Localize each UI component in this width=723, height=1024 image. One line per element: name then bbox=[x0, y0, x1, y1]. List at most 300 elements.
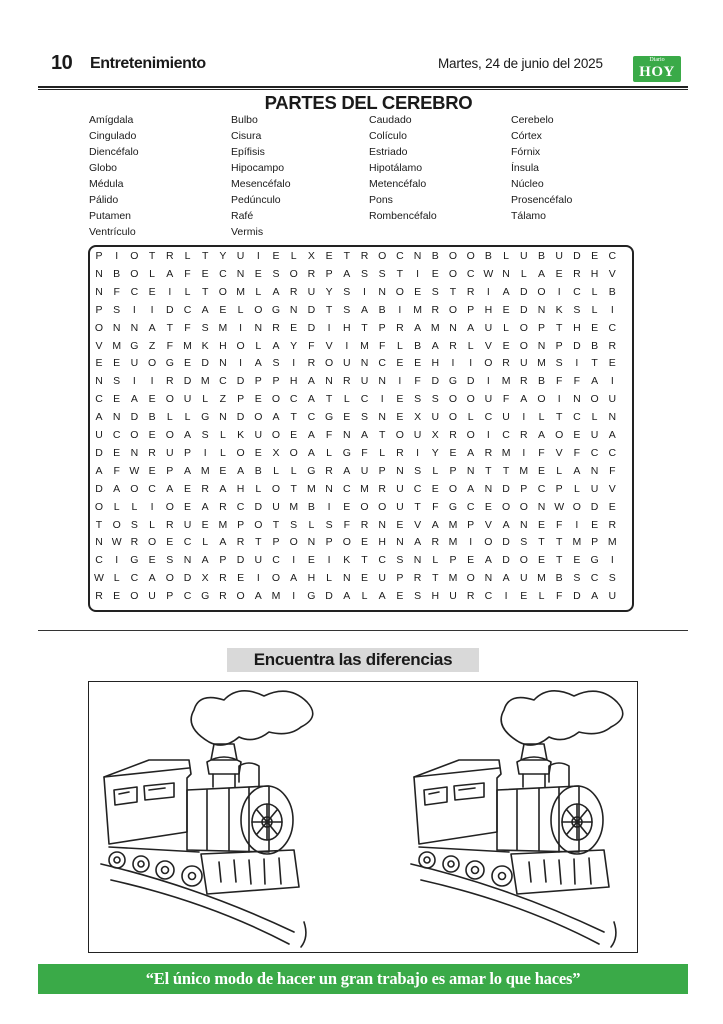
grid-letter: E bbox=[148, 464, 156, 477]
grid-letter: L bbox=[520, 267, 527, 280]
grid-letter: S bbox=[573, 572, 581, 585]
grid-letter: O bbox=[165, 393, 174, 406]
grid-letter: P bbox=[396, 572, 404, 585]
grid-letter: N bbox=[537, 339, 546, 352]
grid-letter: D bbox=[236, 554, 245, 567]
grid-letter: T bbox=[272, 518, 280, 531]
grid-letter: D bbox=[307, 321, 316, 334]
grid-letter: P bbox=[378, 464, 386, 477]
grid-letter: A bbox=[201, 554, 209, 567]
grid-letter: A bbox=[591, 590, 599, 603]
section-title: Entretenimiento bbox=[90, 55, 206, 72]
grid-letter: A bbox=[183, 429, 191, 441]
grid-letter: O bbox=[395, 429, 404, 441]
grid-letter: V bbox=[608, 267, 616, 280]
grid-letter: O bbox=[130, 267, 139, 280]
grid-letter: R bbox=[502, 357, 510, 370]
grid-letter: L bbox=[591, 411, 598, 424]
grid-letter: B bbox=[608, 285, 616, 298]
grid-letter: R bbox=[466, 590, 475, 603]
grid-letter: N bbox=[537, 500, 546, 513]
grid-letter: S bbox=[414, 464, 422, 477]
grid-letter: R bbox=[431, 536, 440, 549]
word-search-grid bbox=[88, 245, 634, 612]
grid-letter: U bbox=[449, 590, 457, 603]
grid-letter: E bbox=[396, 518, 404, 531]
grid-letter: D bbox=[573, 590, 581, 603]
grid-letter: A bbox=[360, 429, 368, 441]
grid-letter: R bbox=[219, 572, 227, 585]
grid-letter: E bbox=[290, 429, 298, 441]
grid-row bbox=[90, 357, 632, 374]
grid-letter: A bbox=[343, 464, 351, 477]
grid-row bbox=[90, 304, 632, 321]
grid-letter: A bbox=[95, 411, 103, 424]
grid-letter: L bbox=[184, 285, 191, 298]
grid-letter: E bbox=[608, 500, 616, 513]
grid-letter: E bbox=[254, 393, 262, 406]
grid-letter: N bbox=[95, 267, 103, 280]
grid-letter: C bbox=[466, 500, 475, 513]
grid-row bbox=[90, 393, 632, 410]
grid-letter: R bbox=[201, 482, 209, 495]
grid-letter: A bbox=[254, 590, 262, 603]
grid-letter: I bbox=[469, 357, 473, 370]
grid-letter: H bbox=[307, 572, 316, 585]
grid-letter: C bbox=[289, 393, 298, 406]
grid-letter: O bbox=[342, 536, 351, 549]
grid-letter: A bbox=[307, 429, 315, 441]
grid-letter: D bbox=[502, 482, 510, 495]
grid-letter: I bbox=[575, 518, 579, 531]
train-right bbox=[411, 691, 623, 947]
grid-letter: T bbox=[361, 321, 368, 334]
grid-letter: S bbox=[414, 590, 422, 603]
grid-letter: E bbox=[307, 554, 315, 567]
grid-letter: S bbox=[272, 267, 280, 280]
grid-letter: I bbox=[150, 303, 154, 316]
grid-letter: T bbox=[95, 518, 103, 531]
grid-letter: O bbox=[289, 446, 298, 459]
grid-letter: E bbox=[254, 267, 262, 280]
grid-letter: N bbox=[183, 554, 192, 567]
grid-row bbox=[90, 268, 632, 285]
grid-letter: E bbox=[148, 285, 156, 298]
grid-letter: D bbox=[590, 500, 599, 513]
grid-letter: L bbox=[396, 339, 403, 352]
grid-row bbox=[90, 590, 632, 607]
grid-letter: S bbox=[113, 303, 121, 316]
grid-letter: F bbox=[555, 590, 563, 603]
grid-letter: C bbox=[148, 482, 156, 495]
grid-letter: L bbox=[166, 411, 173, 424]
grid-letter: S bbox=[201, 429, 209, 441]
grid-letter: B bbox=[414, 339, 422, 352]
grid-letter: Z bbox=[148, 339, 156, 352]
grid-letter: T bbox=[414, 500, 421, 513]
grid-letter: I bbox=[203, 446, 207, 459]
grid-letter: D bbox=[466, 375, 475, 388]
grid-letter: U bbox=[590, 482, 599, 495]
grid-letter: U bbox=[396, 500, 404, 513]
grid-letter: P bbox=[237, 518, 245, 531]
grid-letter: T bbox=[555, 554, 563, 567]
grid-letter: F bbox=[113, 464, 120, 477]
grid-letter: G bbox=[448, 500, 458, 513]
grid-letter: I bbox=[132, 375, 136, 388]
grid-letter: P bbox=[591, 536, 599, 549]
grid-letter: C bbox=[484, 411, 493, 424]
grid-letter: E bbox=[591, 518, 599, 531]
grid-letter: E bbox=[591, 250, 599, 262]
grid-letter: G bbox=[307, 590, 316, 603]
grid-letter: L bbox=[503, 321, 510, 334]
grid-letter: V bbox=[325, 339, 333, 352]
grid-letter: R bbox=[413, 572, 422, 585]
grid-letter: O bbox=[448, 482, 458, 495]
grid-row bbox=[90, 572, 632, 589]
grid-letter: O bbox=[466, 429, 475, 441]
grid-letter: U bbox=[502, 411, 510, 424]
grid-letter: E bbox=[573, 429, 581, 441]
word-list-item: Metencéfalo bbox=[369, 178, 427, 190]
grid-letter: U bbox=[396, 482, 404, 495]
grid-letter: A bbox=[272, 339, 280, 352]
grid-letter: D bbox=[183, 375, 192, 388]
word-list-item: Putamen bbox=[89, 210, 132, 222]
grid-letter: R bbox=[307, 267, 316, 280]
grid-letter: E bbox=[467, 554, 475, 567]
grid-letter: T bbox=[290, 482, 297, 495]
grid-letter: A bbox=[502, 572, 510, 585]
differences-title: Encuentra las diferencias bbox=[227, 648, 479, 672]
grid-letter: V bbox=[555, 446, 563, 459]
grid-letter: A bbox=[608, 429, 616, 441]
grid-letter: N bbox=[413, 554, 422, 567]
word-list-item: Hipocampo bbox=[231, 162, 285, 174]
grid-letter: N bbox=[413, 250, 422, 262]
grid-letter: N bbox=[219, 411, 227, 424]
grid-letter: N bbox=[449, 321, 457, 334]
grid-letter: N bbox=[608, 411, 617, 424]
grid-letter: R bbox=[449, 339, 457, 352]
word-list-item: Córtex bbox=[511, 130, 542, 142]
grid-letter: N bbox=[378, 375, 386, 388]
grid-letter: U bbox=[166, 446, 174, 459]
grid-letter: R bbox=[219, 590, 227, 603]
grid-letter: C bbox=[219, 375, 227, 388]
grid-letter: I bbox=[150, 500, 154, 513]
grid-letter: C bbox=[272, 554, 280, 567]
grid-letter: G bbox=[590, 554, 599, 567]
grid-letter: B bbox=[555, 572, 563, 585]
grid-letter: S bbox=[113, 375, 121, 388]
grid-letter: L bbox=[149, 518, 156, 531]
grid-letter: F bbox=[308, 339, 315, 352]
grid-letter: M bbox=[360, 482, 369, 495]
grid-letter: A bbox=[307, 446, 315, 459]
grid-letter: F bbox=[414, 375, 421, 388]
grid-letter: T bbox=[325, 303, 333, 316]
grid-letter: E bbox=[537, 518, 545, 531]
grid-letter: M bbox=[448, 536, 458, 549]
grid-letter: S bbox=[555, 357, 563, 370]
grid-letter: P bbox=[183, 446, 191, 459]
logo-small-text: Diario bbox=[649, 57, 665, 63]
grid-letter: L bbox=[290, 250, 297, 262]
grid-letter: O bbox=[466, 250, 475, 262]
grid-letter: L bbox=[361, 590, 368, 603]
grid-letter: O bbox=[94, 500, 104, 513]
word-list-item: Fórnix bbox=[511, 146, 541, 158]
grid-letter: P bbox=[467, 303, 475, 316]
grid-letter: U bbox=[608, 590, 617, 603]
grid-letter: T bbox=[148, 250, 156, 262]
grid-letter: U bbox=[343, 357, 351, 370]
grid-letter: O bbox=[484, 536, 493, 549]
grid-letter: O bbox=[466, 572, 475, 585]
grid-letter: O bbox=[130, 429, 139, 441]
grid-letter: C bbox=[307, 411, 316, 424]
grid-letter: I bbox=[115, 250, 119, 262]
grid-letter: E bbox=[113, 357, 121, 370]
grid-letter: E bbox=[608, 357, 616, 370]
grid-letter: O bbox=[254, 518, 263, 531]
word-list-item: Pálido bbox=[89, 194, 119, 206]
grid-letter: W bbox=[111, 536, 122, 549]
grid-letter: A bbox=[290, 572, 298, 585]
grid-letter: E bbox=[502, 339, 510, 352]
grid-row bbox=[90, 322, 632, 339]
grid-letter: L bbox=[273, 464, 279, 477]
grid-letter: F bbox=[573, 446, 581, 459]
grid-letter: I bbox=[292, 554, 296, 567]
grid-letter: F bbox=[378, 339, 386, 352]
grid-letter: O bbox=[271, 572, 281, 585]
grid-letter: O bbox=[218, 285, 227, 298]
grid-letter: R bbox=[378, 482, 386, 495]
grid-letter: S bbox=[325, 518, 333, 531]
grid-letter: M bbox=[271, 590, 281, 603]
grid-letter: M bbox=[218, 518, 228, 531]
grid-letter: I bbox=[575, 357, 579, 370]
grid-letter: G bbox=[325, 411, 334, 424]
grid-letter: P bbox=[555, 339, 563, 352]
grid-letter: K bbox=[343, 554, 351, 567]
grid-letter: M bbox=[448, 572, 458, 585]
grid-letter: C bbox=[378, 554, 386, 567]
grid-row bbox=[90, 411, 632, 428]
word-list-item: Pedúnculo bbox=[231, 194, 281, 206]
grid-letter: P bbox=[520, 482, 528, 495]
grid-letter: T bbox=[201, 250, 209, 262]
grid-letter: O bbox=[112, 518, 121, 531]
grid-letter: L bbox=[113, 572, 120, 585]
grid-letter: E bbox=[343, 500, 351, 513]
grid-letter: S bbox=[573, 303, 581, 316]
grid-letter: P bbox=[254, 375, 262, 388]
grid-letter: U bbox=[183, 518, 192, 531]
grid-letter: R bbox=[396, 321, 404, 334]
grid-letter: D bbox=[431, 375, 440, 388]
grid-letter: O bbox=[254, 411, 263, 424]
grid-letter: E bbox=[431, 482, 439, 495]
grid-letter: S bbox=[343, 303, 351, 316]
grid-letter: D bbox=[254, 500, 263, 513]
grid-letter: E bbox=[166, 536, 174, 549]
grid-letter: M bbox=[430, 321, 440, 334]
grid-letter: T bbox=[325, 393, 333, 406]
grid-letter: Y bbox=[219, 250, 227, 262]
grid-letter: E bbox=[431, 267, 439, 280]
grid-letter: S bbox=[360, 411, 368, 424]
grid-letter: O bbox=[519, 339, 528, 352]
grid-letter: E bbox=[290, 321, 298, 334]
grid-letter: E bbox=[555, 267, 563, 280]
grid-letter: A bbox=[467, 321, 475, 334]
grid-letter: O bbox=[130, 590, 139, 603]
grid-letter: N bbox=[378, 285, 386, 298]
grid-letter: G bbox=[201, 411, 210, 424]
grid-letter: E bbox=[148, 393, 156, 406]
grid-letter: O bbox=[254, 303, 263, 316]
grid-letter: F bbox=[361, 446, 368, 459]
grid-letter: R bbox=[360, 518, 369, 531]
grid-letter: L bbox=[202, 393, 209, 406]
grid-letter: U bbox=[431, 411, 440, 424]
grid-letter: A bbox=[237, 464, 245, 477]
grid-letter: P bbox=[537, 321, 545, 334]
grid-row bbox=[90, 340, 632, 357]
grid-letter: A bbox=[130, 393, 138, 406]
grid-letter: M bbox=[218, 321, 228, 334]
grid-letter: L bbox=[184, 250, 191, 262]
grid-letter: A bbox=[431, 518, 439, 531]
grid-letter: L bbox=[149, 267, 156, 280]
grid-letter: M bbox=[572, 536, 582, 549]
grid-letter: E bbox=[537, 554, 545, 567]
grid-letter: L bbox=[202, 536, 209, 549]
grid-letter: I bbox=[168, 285, 172, 298]
grid-row bbox=[90, 483, 632, 500]
grid-letter: L bbox=[184, 411, 191, 424]
grid-letter: W bbox=[554, 500, 565, 513]
grid-letter: T bbox=[555, 536, 563, 549]
grid-letter: H bbox=[573, 321, 581, 334]
grid-letter: L bbox=[219, 429, 226, 441]
grid-letter: F bbox=[538, 446, 545, 459]
grid-letter: M bbox=[112, 339, 122, 352]
grid-letter: L bbox=[591, 285, 598, 298]
grid-letter: R bbox=[396, 446, 404, 459]
grid-letter: U bbox=[413, 429, 422, 441]
grid-letter: O bbox=[94, 321, 104, 334]
grid-letter: A bbox=[520, 393, 528, 406]
grid-letter: R bbox=[219, 500, 227, 513]
word-list-item: Amígdala bbox=[89, 114, 134, 126]
grid-letter: M bbox=[537, 572, 546, 585]
grid-letter: N bbox=[396, 464, 404, 477]
grid-letter: F bbox=[555, 518, 563, 531]
grid-letter: M bbox=[307, 482, 316, 495]
grid-letter: N bbox=[95, 285, 103, 298]
grid-letter: I bbox=[115, 554, 119, 567]
grid-letter: N bbox=[520, 518, 528, 531]
page-number: 10 bbox=[51, 52, 73, 74]
grid-letter: I bbox=[486, 429, 490, 441]
grid-letter: O bbox=[130, 482, 139, 495]
grid-letter: E bbox=[148, 429, 156, 441]
grid-letter: O bbox=[165, 500, 174, 513]
word-list-item: Bulbo bbox=[231, 114, 258, 126]
word-list-item: Prosencéfalo bbox=[511, 194, 573, 206]
grid-letter: U bbox=[95, 429, 103, 441]
grid-letter: N bbox=[537, 303, 546, 316]
grid-letter: M bbox=[501, 375, 511, 388]
grid-letter: S bbox=[608, 572, 616, 585]
grid-letter: S bbox=[431, 285, 439, 298]
grid-letter: E bbox=[183, 482, 191, 495]
grid-letter: P bbox=[272, 375, 280, 388]
grid-letter: P bbox=[166, 590, 174, 603]
grid-letter: O bbox=[148, 536, 157, 549]
grid-letter: O bbox=[448, 393, 458, 406]
grid-letter: C bbox=[608, 321, 617, 334]
grid-letter: N bbox=[95, 536, 103, 549]
word-list-item: Globo bbox=[89, 162, 118, 174]
grid-letter: E bbox=[113, 590, 121, 603]
grid-letter: H bbox=[378, 536, 386, 549]
section-divider bbox=[38, 630, 688, 631]
word-list-item: Rombencéfalo bbox=[369, 210, 437, 222]
grid-letter: A bbox=[484, 554, 492, 567]
grid-letter: M bbox=[289, 500, 299, 513]
grid-letter: I bbox=[292, 357, 296, 370]
grid-letter: N bbox=[325, 482, 333, 495]
grid-letter: U bbox=[378, 572, 386, 585]
grid-letter: I bbox=[504, 590, 508, 603]
grid-letter: O bbox=[289, 536, 298, 549]
grid-letter: E bbox=[201, 267, 209, 280]
grid-letter: E bbox=[484, 500, 492, 513]
grid-letter: S bbox=[396, 554, 404, 567]
grid-letter: D bbox=[307, 303, 316, 316]
grid-letter: E bbox=[113, 393, 121, 406]
grid-letter: B bbox=[113, 267, 121, 280]
grid-letter: A bbox=[378, 590, 386, 603]
grid-letter: T bbox=[201, 285, 209, 298]
grid-letter: L bbox=[113, 500, 120, 513]
grid-letter: B bbox=[254, 464, 262, 477]
grid-letter: A bbox=[113, 482, 121, 495]
grid-letter: I bbox=[327, 554, 331, 567]
grid-letter: A bbox=[272, 411, 280, 424]
grid-letter: G bbox=[201, 590, 210, 603]
grid-letter: C bbox=[413, 482, 422, 495]
grid-letter: I bbox=[239, 357, 243, 370]
grid-letter: I bbox=[557, 285, 561, 298]
grid-letter: R bbox=[325, 464, 333, 477]
grid-letter: P bbox=[325, 267, 333, 280]
grid-letter: B bbox=[148, 411, 156, 424]
grid-letter: O bbox=[519, 321, 528, 334]
grid-letter: B bbox=[591, 339, 599, 352]
grid-letter: L bbox=[326, 572, 333, 585]
grid-letter: C bbox=[590, 572, 599, 585]
grid-letter: C bbox=[183, 303, 192, 316]
word-list-item: Vermis bbox=[231, 226, 264, 238]
grid-letter: C bbox=[378, 357, 386, 370]
